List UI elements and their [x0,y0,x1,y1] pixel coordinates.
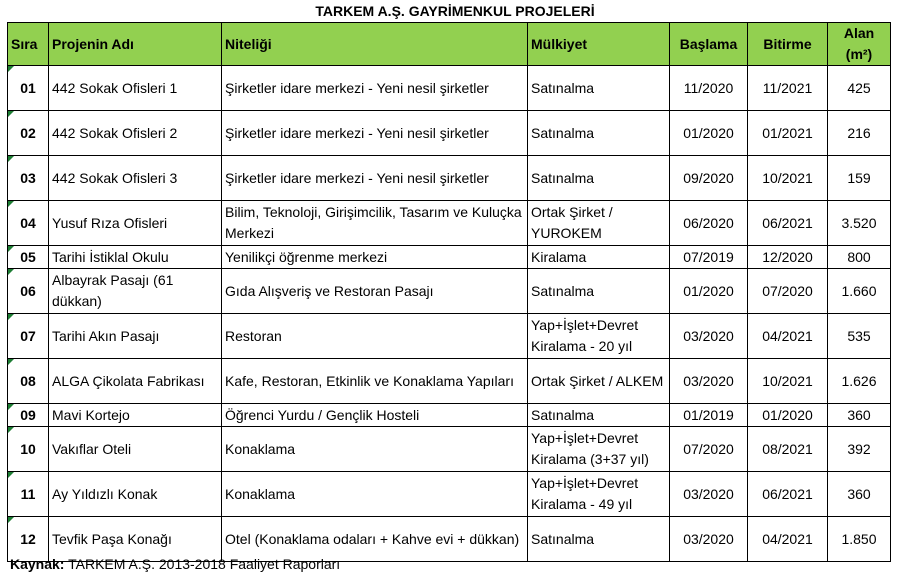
cell-baslama: 03/2020 [670,314,748,359]
cell-sira: 04 [8,201,49,246]
header-alan: Alan (m²) [828,23,891,66]
cell-niteligi: Öğrenci Yurdu / Gençlik Hosteli [222,404,528,427]
cell-alan: 392 [828,427,891,472]
cell-baslama: 01/2020 [670,111,748,156]
source-note [10,553,340,575]
cell-baslama: 01/2019 [670,404,748,427]
cell-proje-adi: Ay Yıldızlı Konak [49,472,222,517]
header-row [8,23,891,66]
cell-niteligi: Gıda Alışveriş ve Restoran Pasajı [222,269,528,314]
cell-mulkiyet: Yap+İşlet+Devret Kiralama - 20 yıl [528,314,670,359]
cell-alan: 1.660 [828,269,891,314]
cell-mulkiyet: Satınalma [528,156,670,201]
table-row [8,201,891,246]
cell-bitirme: 04/2021 [748,314,828,359]
cell-baslama: 11/2020 [670,66,748,111]
cell-bitirme: 04/2021 [748,517,828,562]
cell-baslama: 03/2020 [670,359,748,404]
cell-bitirme: 11/2021 [748,66,828,111]
cell-baslama: 03/2020 [670,517,748,562]
table-row [8,66,891,111]
cell-proje-adi: 442 Sokak Ofisleri 2 [49,111,222,156]
cell-baslama: 07/2019 [670,246,748,269]
cell-alan: 535 [828,314,891,359]
cell-proje-adi: Vakıflar Oteli [49,427,222,472]
cell-niteligi: Konaklama [222,427,528,472]
cell-mulkiyet: Satınalma [528,66,670,111]
projects-table [7,22,891,562]
cell-sira: 06 [8,269,49,314]
cell-niteligi: Şirketler idare merkezi - Yeni nesil şirketler [222,111,528,156]
source-text: TARKEM A.Ş. 2013-2018 Faaliyet Raporları [68,556,341,572]
cell-niteligi: Yenilikçi öğrenme merkezi [222,246,528,269]
cell-niteligi: Şirketler idare merkezi - Yeni nesil şirketler [222,156,528,201]
cell-niteligi: Şirketler idare merkezi - Yeni nesil şirketler [222,66,528,111]
header-sira: Sıra [8,23,49,66]
cell-sira: 01 [8,66,49,111]
cell-alan: 800 [828,246,891,269]
cell-proje-adi: ALGA Çikolata Fabrikası [49,359,222,404]
cell-bitirme: 06/2021 [748,201,828,246]
header-mulkiyet: Mülkiyet [528,23,670,66]
table-row [8,269,891,314]
table-row [8,359,891,404]
table-row [8,314,891,359]
cell-sira: 05 [8,246,49,269]
cell-proje-adi: 442 Sokak Ofisleri 1 [49,66,222,111]
cell-sira: 02 [8,111,49,156]
cell-proje-adi: Yusuf Rıza Ofisleri [49,201,222,246]
cell-sira: 03 [8,156,49,201]
cell-alan: 425 [828,66,891,111]
cell-mulkiyet: Yap+İşlet+Devret Kiralama (3+37 yıl) [528,427,670,472]
cell-proje-adi: Mavi Kortejo [49,404,222,427]
cell-baslama: 07/2020 [670,427,748,472]
cell-proje-adi: Tevfik Paşa Konağı [49,517,222,562]
cell-niteligi: Restoran [222,314,528,359]
cell-baslama: 06/2020 [670,201,748,246]
cell-alan: 1.626 [828,359,891,404]
header-baslama: Başlama [670,23,748,66]
cell-alan: 360 [828,404,891,427]
cell-alan: 3.520 [828,201,891,246]
table-row [8,156,891,201]
cell-bitirme: 07/2020 [748,269,828,314]
cell-proje-adi: Tarihi Akın Pasajı [49,314,222,359]
cell-niteligi: Otel (Konaklama odaları + Kahve evi + dükkan) [222,517,528,562]
source-label: Kaynak: [10,556,65,572]
table-title: TARKEM A.Ş. GAYRİMENKUL PROJELERİ [315,3,595,19]
cell-mulkiyet: Satınalma [528,269,670,314]
cell-proje-adi: 442 Sokak Ofisleri 3 [49,156,222,201]
cell-bitirme: 10/2021 [748,156,828,201]
table-row [8,427,891,472]
cell-bitirme: 10/2021 [748,359,828,404]
cell-sira: 11 [8,472,49,517]
cell-mulkiyet: Satınalma [528,404,670,427]
cell-baslama: 09/2020 [670,156,748,201]
cell-bitirme: 01/2021 [748,111,828,156]
table-row [8,246,891,269]
header-bitirme: Bitirme [748,23,828,66]
cell-mulkiyet: Satınalma [528,517,670,562]
cell-alan: 216 [828,111,891,156]
cell-bitirme: 06/2021 [748,472,828,517]
cell-sira: 10 [8,427,49,472]
cell-sira: 08 [8,359,49,404]
cell-proje-adi: Albayrak Pasajı (61 dükkan) [49,269,222,314]
cell-alan: 1.850 [828,517,891,562]
table-body [8,66,891,562]
cell-bitirme: 01/2020 [748,404,828,427]
cell-baslama: 03/2020 [670,472,748,517]
cell-mulkiyet: Kiralama [528,246,670,269]
cell-sira: 09 [8,404,49,427]
cell-niteligi: Kafe, Restoran, Etkinlik ve Konaklama Yapıları [222,359,528,404]
cell-alan: 360 [828,472,891,517]
cell-mulkiyet: Yap+İşlet+Devret Kiralama - 49 yıl [528,472,670,517]
cell-sira: 07 [8,314,49,359]
cell-sira: 12 [8,517,49,562]
header-niteligi: Niteliği [222,23,528,66]
cell-mulkiyet: Ortak Şirket / ALKEM [528,359,670,404]
cell-mulkiyet: Ortak Şirket / YUROKEM [528,201,670,246]
cell-bitirme: 12/2020 [748,246,828,269]
cell-bitirme: 08/2021 [748,427,828,472]
cell-niteligi: Bilim, Teknoloji, Girişimcilik, Tasarım ve Kuluçka Merkezi [222,201,528,246]
cell-mulkiyet: Satınalma [528,111,670,156]
table-row [8,111,891,156]
cell-baslama: 01/2020 [670,269,748,314]
cell-niteligi: Konaklama [222,472,528,517]
header-proje-adi: Projenin Adı [49,23,222,66]
cell-proje-adi: Tarihi İstiklal Okulu [49,246,222,269]
table-row [8,472,891,517]
table-row [8,404,891,427]
cell-alan: 159 [828,156,891,201]
